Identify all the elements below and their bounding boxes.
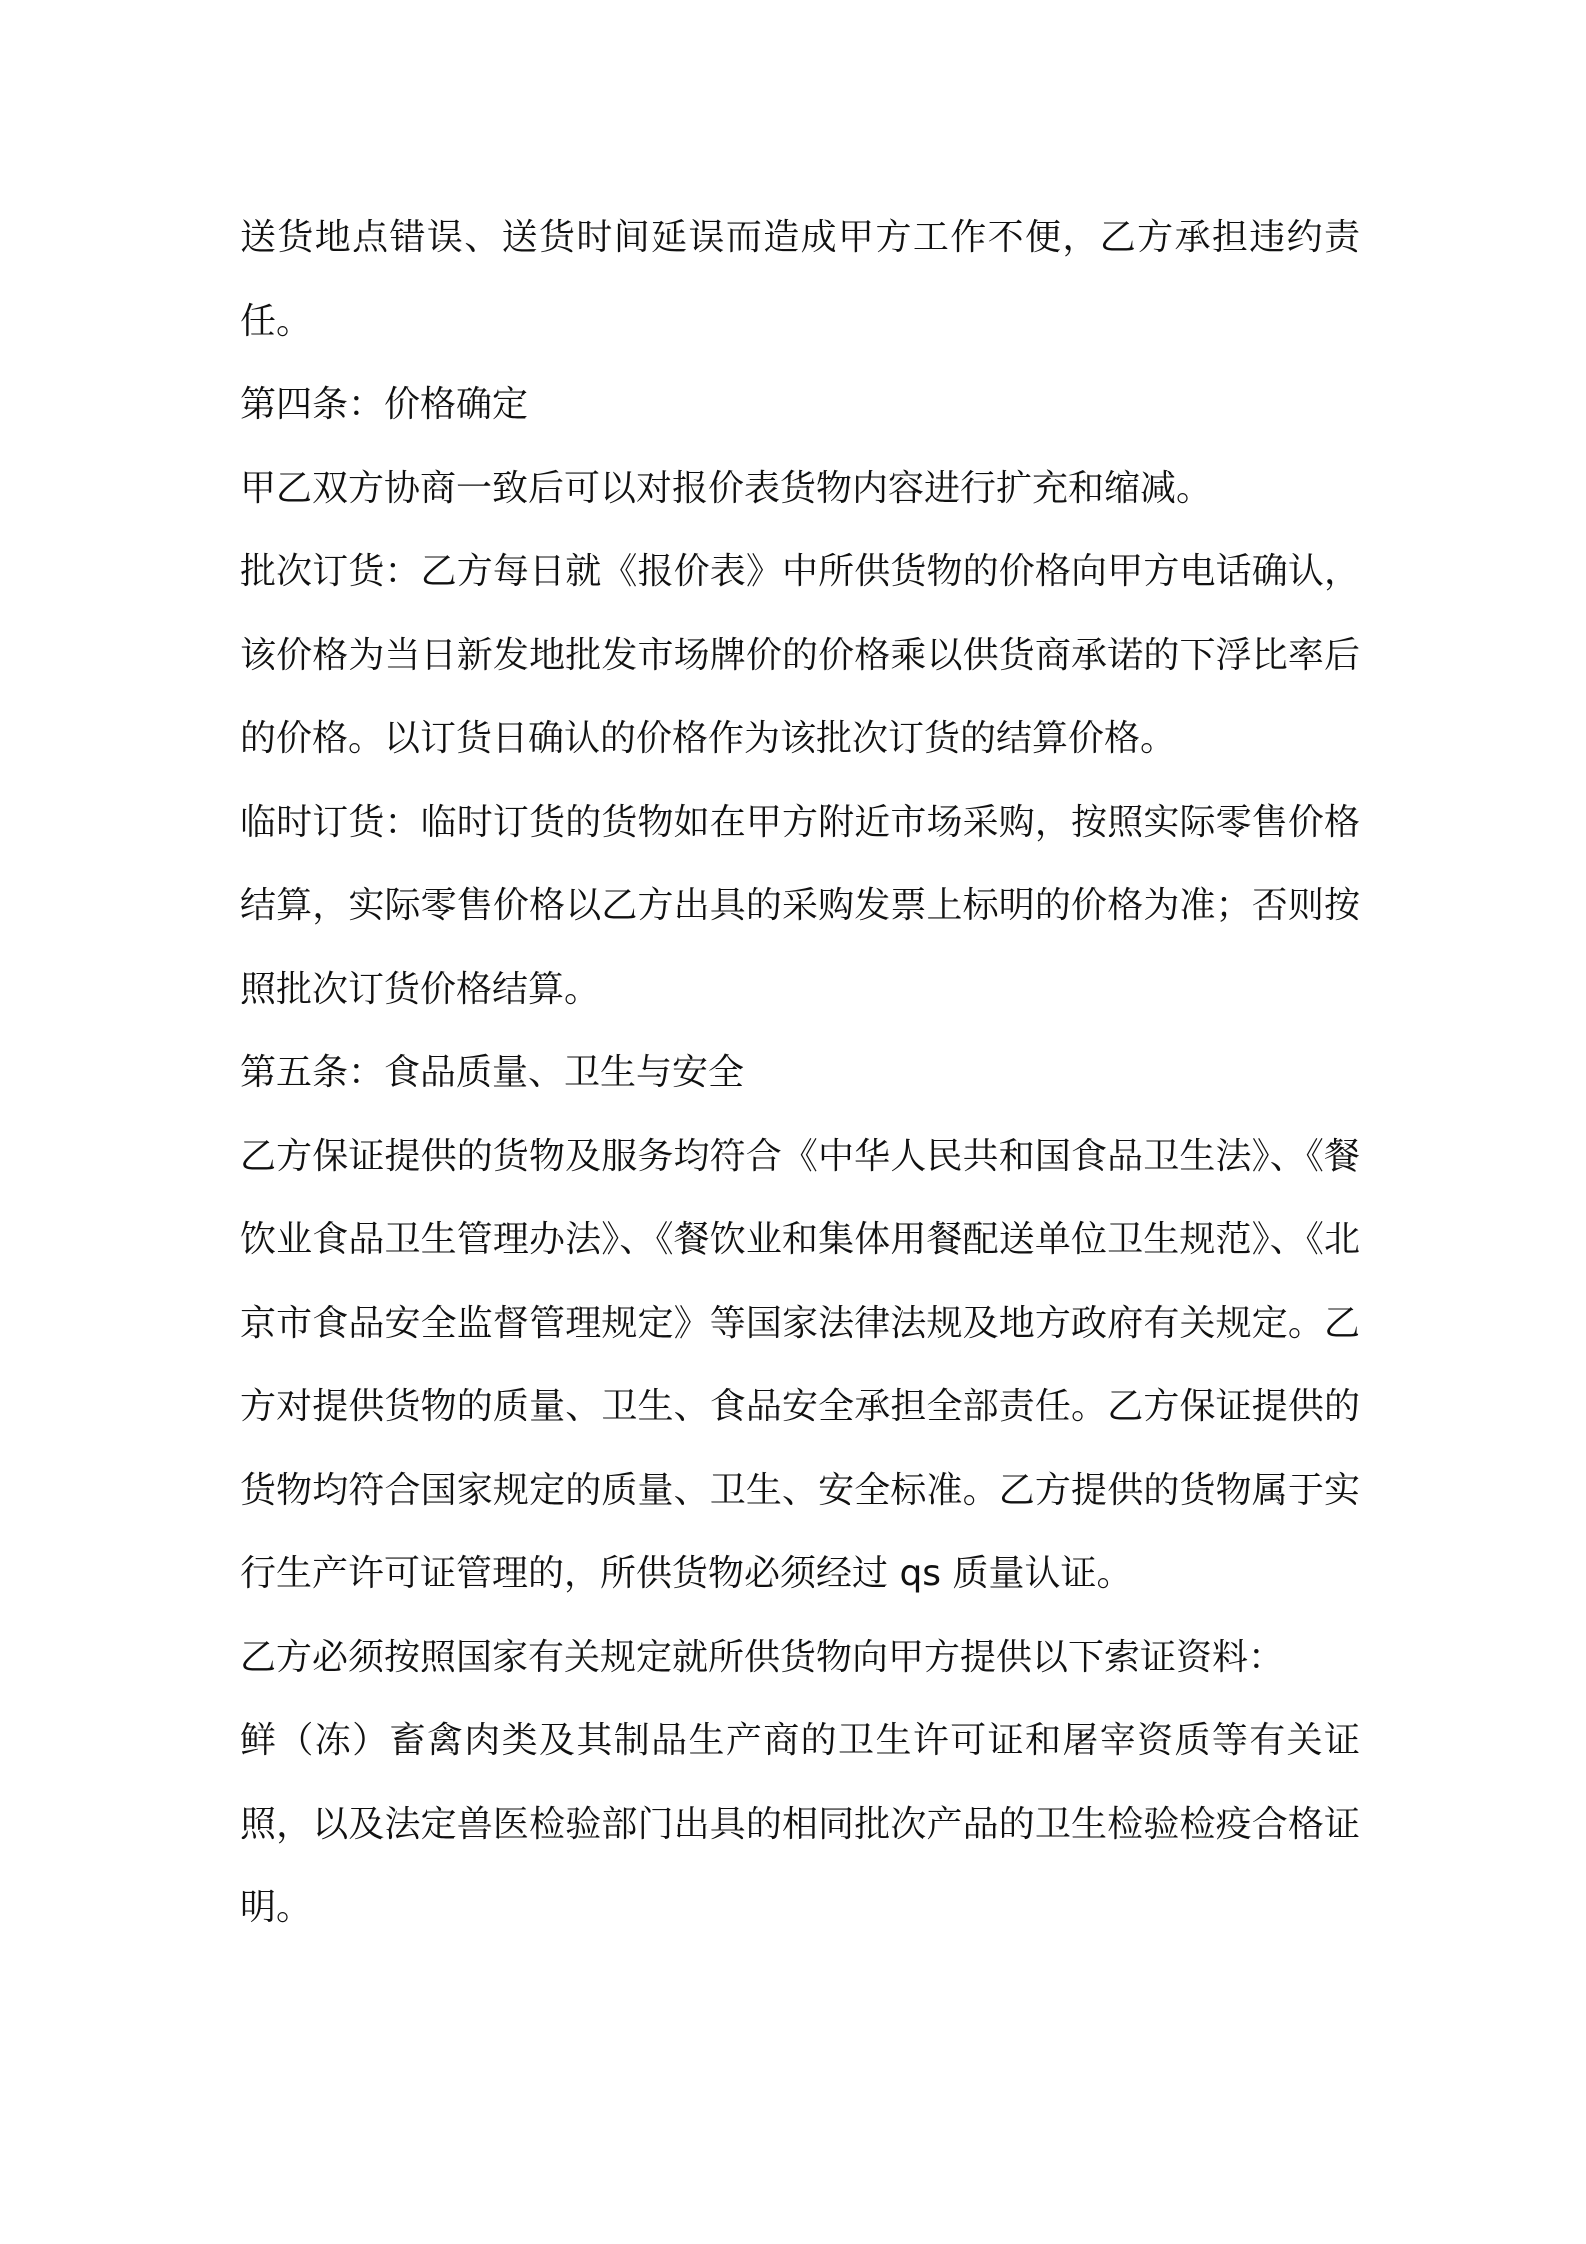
article-4-heading: 第四条：价格确定 [240, 384, 529, 425]
paragraph-batch-order: 批次订货：乙方每日就《报价表》中所供货物的价格向甲方电话确认，该价格为当日新发地批发市场牌价的价格乘以供货商承诺的下浮比率后的价格。以订货日确认的价格作为该批次订货的结算价格。 [240, 551, 1360, 759]
paragraph-delivery-liability: 送货地点错误、送货时间延误而造成甲方工作不便，乙方承担违约责任。 [240, 217, 1360, 342]
article-5-heading: 第五条：食品质量、卫生与安全 [240, 1052, 745, 1093]
document-body [240, 196, 1360, 1950]
paragraph-temporary-order: 临时订货：临时订货的货物如在甲方附近市场采购，按照实际零售价格结算，实际零售价格以乙方出具的采购发票上标明的价格为准；否则按照批次订货价格结算。 [240, 801, 1360, 1010]
paragraph-certificates-intro: 乙方必须按照国家有关规定就所供货物向甲方提供以下索证资料： [240, 1636, 1285, 1678]
paragraph-quality-guarantee: 乙方保证提供的货物及服务均符合《中华人民共和国食品卫生法》、《餐饮业食品卫生管理办法》、《餐饮业和集体用餐配送单位卫生规范》、《北京市食品安全监督管理规定》等国家法律法规及地方政府有关规定。乙方对提供货物的质量、卫生、食品安全承担全部责任。乙方保证提供的货物均符合国家规定的质量、卫生、安全标准。乙方提供的货物属于实行生产许可证管理的，所供货物必须经过 qs 质量认证。 [240, 1135, 1360, 1594]
paragraph-meat-certificates: 鲜（冻）畜禽肉类及其制品生产商的卫生许可证和屠宰资质等有关证照，以及法定兽医检验部门出具的相同批次产品的卫生检验检疫合格证明。 [240, 1720, 1360, 1928]
paragraph-price-list-adjust: 甲乙双方协商一致后可以对报价表货物内容进行扩充和缩减。 [240, 467, 1213, 509]
